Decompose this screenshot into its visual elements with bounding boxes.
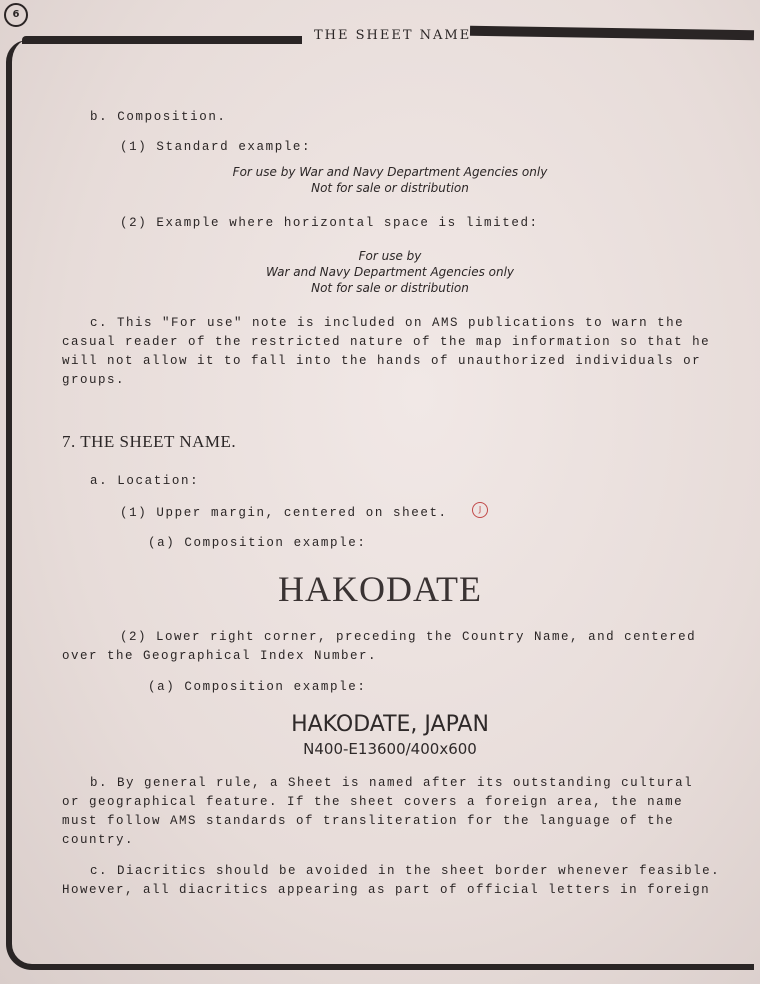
header-rule-right bbox=[470, 26, 754, 40]
text-line: groups. bbox=[62, 373, 126, 387]
text-line: or geographical feature. If the sheet covers a foreign area, the name bbox=[62, 795, 684, 809]
text-line: casual reader of the restricted nature of the map information so that he bbox=[62, 335, 711, 349]
diacritics-paragraph bbox=[62, 862, 720, 900]
section-title: 7. THE SHEET NAME. bbox=[62, 432, 237, 451]
lower-right-item bbox=[62, 628, 696, 666]
sheet-name-country-example: HAKODATE, JAPAN bbox=[291, 712, 489, 737]
limited-space-example-label: (2) Example where horizontal space is limited: bbox=[120, 216, 539, 230]
composition-example-label: (a) Composition example: bbox=[148, 536, 367, 550]
general-rule-paragraph bbox=[62, 774, 693, 850]
text-line: c. This "For use" note is included on AMS publications to warn the bbox=[90, 316, 685, 330]
text-line: However, all diacritics appearing as part of official letters in foreign bbox=[62, 883, 711, 897]
text-line: will not allow it to fall into the hands of unauthorized individuals or bbox=[62, 354, 702, 368]
red-annotation-mark: J bbox=[472, 502, 488, 518]
note-line: Not for sale or distribution bbox=[311, 281, 469, 295]
text-line: must follow AMS standards of transliteration for the language of the bbox=[62, 814, 675, 828]
limited-space-example-note bbox=[200, 248, 580, 296]
standard-example-note bbox=[200, 164, 580, 196]
note-line: For use by War and Navy Department Agencies only bbox=[232, 165, 548, 179]
text-line: b. By general rule, a Sheet is named after its outstanding cultural bbox=[90, 776, 694, 790]
for-use-paragraph bbox=[62, 314, 710, 390]
text-line: c. Diacritics should be avoided in the sheet border whenever feasible. bbox=[90, 864, 721, 878]
location-heading: a. Location: bbox=[90, 474, 200, 488]
upper-margin-item: (1) Upper margin, centered on sheet. bbox=[120, 506, 448, 520]
composition-example-label-2: (a) Composition example: bbox=[148, 680, 367, 694]
note-line: War and Navy Department Agencies only bbox=[265, 265, 515, 279]
text-line: over the Geographical Index Number. bbox=[62, 649, 378, 663]
page-number: 6 bbox=[4, 3, 28, 27]
composition-heading: b. Composition. bbox=[90, 110, 227, 124]
standard-example-label: (1) Standard example: bbox=[120, 140, 312, 154]
text-line: (2) Lower right corner, preceding the Country Name, and centered bbox=[120, 630, 697, 644]
header-rule-left bbox=[22, 36, 302, 44]
text-line: country. bbox=[62, 833, 135, 847]
geographical-index-number: N400-E13600/400x600 bbox=[303, 740, 477, 758]
note-line: Not for sale or distribution bbox=[311, 181, 469, 195]
sheet-name-example: HAKODATE bbox=[278, 569, 482, 609]
running-header: THE SHEET NAME bbox=[314, 28, 472, 43]
note-line: For use by bbox=[358, 249, 422, 263]
